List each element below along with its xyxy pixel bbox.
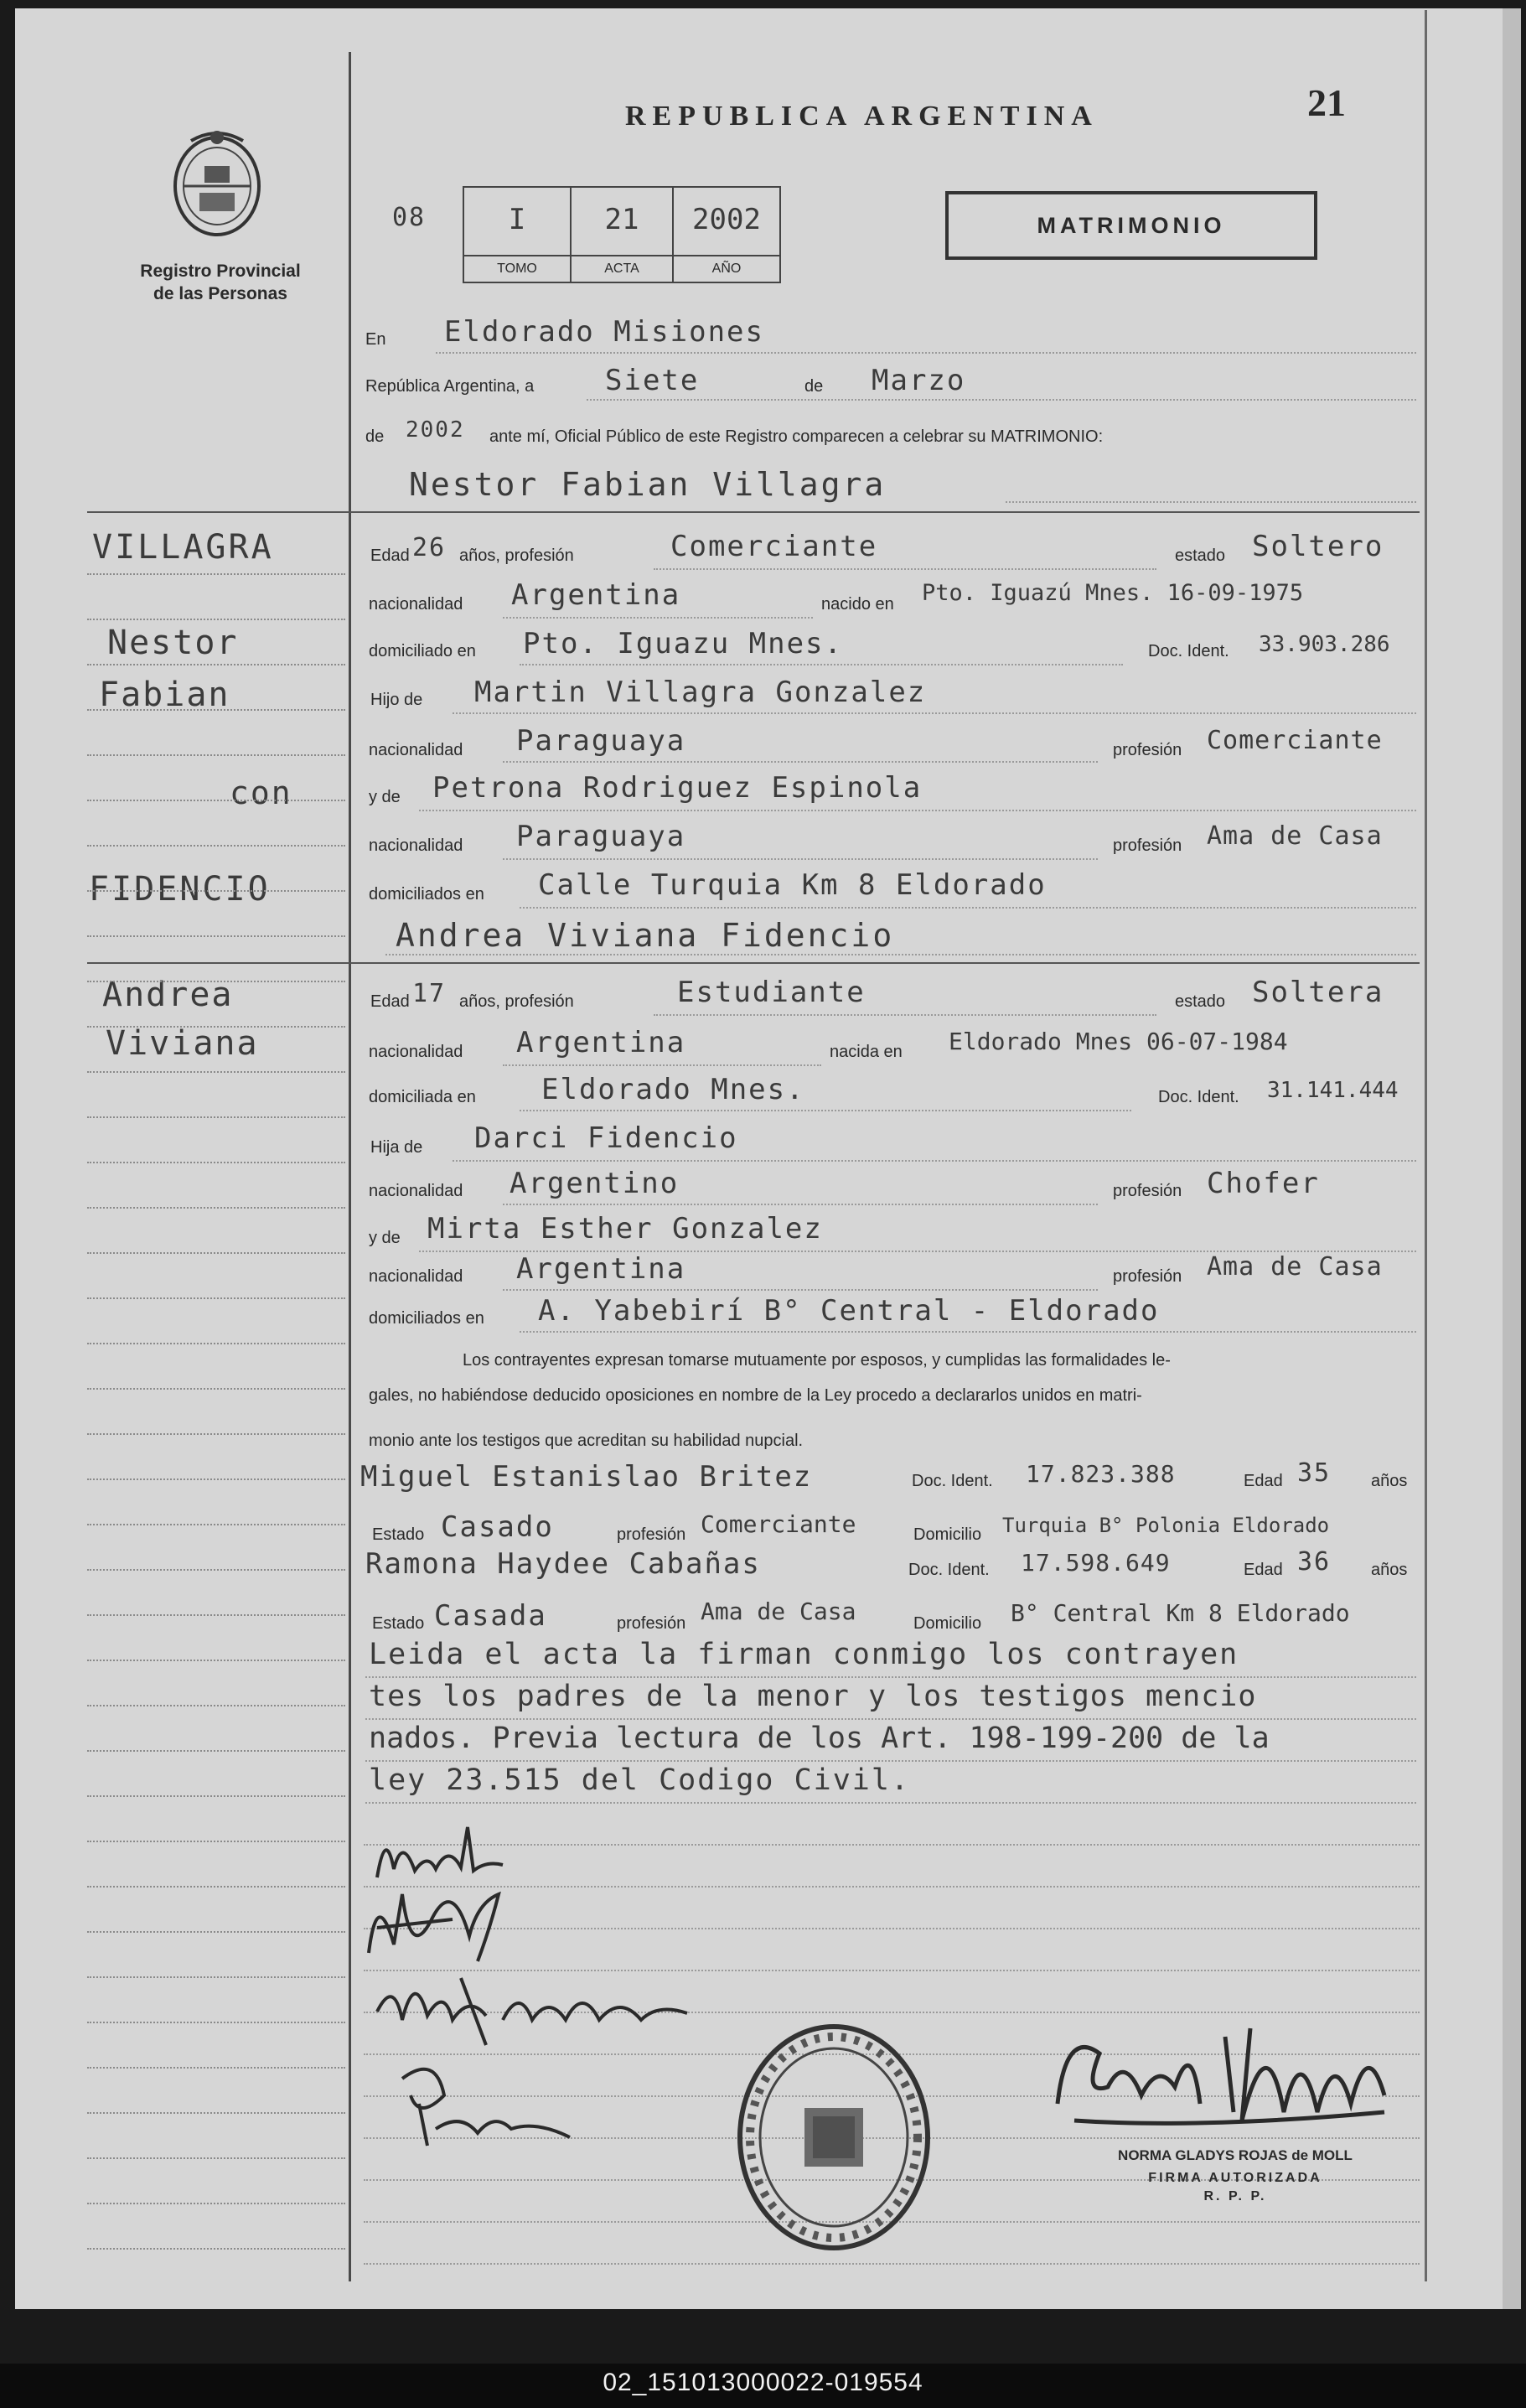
groom-mother-label: y de xyxy=(369,788,401,806)
margin-rule xyxy=(87,1116,345,1118)
rule xyxy=(503,761,1098,763)
bride-full-name: Andrea Viviana Fidencio xyxy=(396,917,895,954)
groom-father-label: Hijo de xyxy=(370,691,423,709)
tomo-cell xyxy=(464,188,572,282)
groom-estado-label: estado xyxy=(1175,546,1226,565)
witness2-estado-label: Estado xyxy=(372,1614,425,1633)
rule xyxy=(365,1718,1416,1720)
margin-rule xyxy=(87,890,345,892)
margin-rule xyxy=(87,981,345,982)
rule xyxy=(520,1331,1416,1333)
groom-parents-dom-label: domiciliados en xyxy=(369,885,484,904)
bride-parents-dom-label: domiciliados en xyxy=(369,1309,484,1328)
groom-parents-dom: Calle Turquia Km 8 Eldorado xyxy=(538,868,1047,902)
rule xyxy=(503,858,1098,860)
ante-text: ante mí, Oficial Público de este Registro comparecen a celebrar su MATRIMONIO: xyxy=(489,427,1104,446)
republica-label: República Argentina, a xyxy=(365,377,535,396)
officer-org: R. P. P. xyxy=(1203,2189,1267,2203)
witness1-edad-label: Edad xyxy=(1244,1472,1283,1490)
bride-age: 17 xyxy=(412,979,447,1008)
groom-profession: Comerciante xyxy=(670,530,878,563)
margin-rule xyxy=(87,709,345,711)
bride-mother: Mirta Esther Gonzalez xyxy=(427,1212,823,1245)
margin-rule xyxy=(87,573,345,575)
witness1-doc: 17.823.388 xyxy=(1026,1460,1176,1488)
groom-father-prof-label: profesión xyxy=(1113,741,1182,759)
groom-father: Martin Villagra Gonzalez xyxy=(474,676,927,709)
ano-cell xyxy=(674,188,779,282)
margin-rule xyxy=(87,2067,345,2069)
groom-doc-label: Doc. Ident. xyxy=(1148,642,1229,660)
acta-value: 21 xyxy=(604,203,639,236)
rule xyxy=(654,1014,1156,1016)
declaration-line3: monio ante los testigos que acreditan su habilidad nupcial. xyxy=(369,1432,804,1450)
rule xyxy=(365,1676,1416,1678)
groom-mother-prof: Ama de Casa xyxy=(1207,821,1383,851)
rule xyxy=(503,1289,1098,1291)
witness2-name: Ramona Haydee Cabañas xyxy=(365,1547,761,1581)
de-label: de xyxy=(804,377,824,396)
tomo-value: I xyxy=(508,203,526,236)
right-border xyxy=(1425,10,1427,2281)
closing-line1: Leida el acta la firman conmigo los contrayen xyxy=(369,1638,1239,1671)
signature-bride xyxy=(352,1869,553,1970)
groom-father-prof: Comerciante xyxy=(1207,726,1383,755)
margin-groom-name1: Nestor xyxy=(107,624,239,662)
witness1-doc-label: Doc. Ident. xyxy=(912,1472,993,1490)
coat-of-arms-icon xyxy=(166,126,268,243)
bride-edad-label: Edad xyxy=(370,992,410,1011)
margin-rule xyxy=(87,1569,345,1571)
groom-mother-nat-label: nacionalidad xyxy=(369,836,463,855)
groom-mother-prof-label: profesión xyxy=(1113,836,1182,855)
margin-rule xyxy=(87,845,345,847)
margin-rule xyxy=(87,2022,345,2023)
bride-anos-label: años, profesión xyxy=(459,992,574,1011)
ledger-rule xyxy=(364,2263,1420,2265)
witness2-dom-label: Domicilio xyxy=(913,1614,982,1633)
witness1-domicile: Turquia B° Polonia Eldorado xyxy=(1002,1514,1330,1537)
acta-cell xyxy=(572,188,674,282)
groom-nacido-label: nacido en xyxy=(821,595,894,614)
witness2-profession: Ama de Casa xyxy=(701,1598,856,1625)
declaration-line2: gales, no habiéndose deducido oposiciones en nombre de la Ley procedo a declararlos unidos en matri- xyxy=(369,1386,1142,1405)
margin-rule xyxy=(87,1614,345,1616)
bride-father-nat-label: nacionalidad xyxy=(369,1182,463,1200)
bride-father-nat: Argentino xyxy=(510,1167,680,1200)
bride-doc: 31.141.444 xyxy=(1267,1078,1399,1103)
groom-doc: 33.903.286 xyxy=(1259,632,1390,657)
place-value: Eldorado Misiones xyxy=(444,315,764,349)
rule xyxy=(365,1802,1416,1804)
margin-rule xyxy=(87,1026,345,1028)
rule xyxy=(520,664,1123,665)
groom-mother: Petrona Rodriguez Espinola xyxy=(432,771,923,805)
registry-line2: de las Personas xyxy=(153,284,287,303)
margin-rule xyxy=(87,1750,345,1752)
ano-value: 2002 xyxy=(692,203,761,236)
margin-rule xyxy=(87,2248,345,2250)
witness1-status: Casado xyxy=(441,1510,554,1544)
margin-rule xyxy=(87,1388,345,1390)
margin-rule xyxy=(87,2157,345,2159)
margin-groom-surname: VILLAGRA xyxy=(92,528,274,567)
section-divider xyxy=(87,962,1420,964)
witness2-doc-label: Doc. Ident. xyxy=(908,1561,990,1579)
closing-line3: nados. Previa lectura de los Art. 198-199-200 de la xyxy=(369,1722,1270,1755)
country-title: REPUBLICA ARGENTINA xyxy=(625,101,1099,132)
margin-rule xyxy=(87,1162,345,1163)
groom-father-nat-label: nacionalidad xyxy=(369,741,463,759)
margin-rule xyxy=(87,1705,345,1706)
bride-domicile: Eldorado Mnes. xyxy=(541,1073,805,1106)
bride-mother-label: y de xyxy=(369,1229,401,1247)
margin-bride-name2: Viviana xyxy=(106,1024,259,1063)
official-stamp-icon xyxy=(729,2016,939,2259)
margin-rule xyxy=(87,619,345,620)
bride-nationality: Argentina xyxy=(516,1026,686,1059)
margin-rule xyxy=(87,664,345,665)
year-value: 2002 xyxy=(406,417,465,443)
rule xyxy=(1006,501,1416,503)
margin-rule xyxy=(87,1524,345,1525)
margin-bride-surname: FIDENCIO xyxy=(89,870,271,909)
bride-doc-label: Doc. Ident. xyxy=(1158,1088,1239,1106)
margin-rule xyxy=(87,2203,345,2204)
rule xyxy=(453,712,1416,714)
margin-rule xyxy=(87,754,345,756)
margin-rule xyxy=(87,1343,345,1344)
ano-label: AÑO xyxy=(674,255,779,282)
bride-father: Darci Fidencio xyxy=(474,1121,738,1155)
reference-mark: 08 xyxy=(392,203,427,232)
bride-mother-prof-label: profesión xyxy=(1113,1267,1182,1286)
page-number: 21 xyxy=(1307,81,1346,124)
margin-rule xyxy=(87,1478,345,1480)
bride-status: Soltera xyxy=(1252,976,1384,1009)
witness2-age: 36 xyxy=(1297,1547,1332,1577)
registry-line1: Registro Provincial xyxy=(140,262,301,281)
margin-groom-name2: Fabian xyxy=(99,676,230,714)
tomo-label: TOMO xyxy=(464,255,570,282)
groom-age: 26 xyxy=(412,533,447,562)
margin-rule xyxy=(87,1207,345,1209)
declaration-line1: Los contrayentes expresan tomarse mutuamente por esposos, y cumplidas las formalidades le- xyxy=(463,1351,1171,1370)
en-label: En xyxy=(365,330,386,349)
column-divider xyxy=(349,52,351,2281)
rule xyxy=(520,907,1416,909)
witness1-name: Miguel Estanislao Britez xyxy=(360,1460,813,1494)
rule xyxy=(385,954,1416,955)
bride-born: Eldorado Mnes 06-07-1984 xyxy=(949,1028,1288,1055)
witness2-anos-label: años xyxy=(1371,1561,1408,1579)
bride-parents-dom: A. Yabebirí B° Central - Eldorado xyxy=(538,1294,1160,1328)
margin-rule xyxy=(87,1071,345,1073)
margin-rule xyxy=(87,1931,345,1933)
margin-rule xyxy=(87,1297,345,1299)
groom-nac-label: nacionalidad xyxy=(369,595,463,614)
day-value: Siete xyxy=(605,364,700,397)
bride-father-prof-label: profesión xyxy=(1113,1182,1182,1200)
groom-full-name: Nestor Fabian Villagra xyxy=(409,466,887,503)
rule xyxy=(503,1064,821,1066)
officer-name: NORMA GLADYS ROJAS de MOLL xyxy=(1118,2147,1353,2163)
margin-rule xyxy=(87,2112,345,2114)
margin-connector: con xyxy=(230,774,292,811)
groom-nationality: Argentina xyxy=(511,578,681,612)
bride-father-label: Hija de xyxy=(370,1138,423,1157)
groom-born: Pto. Iguazú Mnes. 16-09-1975 xyxy=(922,580,1304,606)
margin-rule xyxy=(87,1433,345,1435)
signature-mother xyxy=(369,1961,721,2053)
page-edge xyxy=(1503,8,1521,2309)
witness1-estado-label: Estado xyxy=(372,1525,425,1544)
groom-status: Soltero xyxy=(1252,530,1384,563)
margin-rule xyxy=(87,1976,345,1978)
margin-rule xyxy=(87,1252,345,1254)
section-divider xyxy=(87,511,1420,513)
rule xyxy=(453,1160,1416,1162)
rule xyxy=(436,352,1416,354)
witness1-dom-label: Domicilio xyxy=(913,1525,982,1544)
witness2-status: Casada xyxy=(434,1599,547,1633)
witness1-prof-label: profesión xyxy=(617,1525,686,1544)
witness2-prof-label: profesión xyxy=(617,1614,686,1633)
margin-rule xyxy=(87,1795,345,1797)
ledger-rule xyxy=(364,1844,1420,1846)
month-value: Marzo xyxy=(872,364,966,397)
signature-witness xyxy=(385,2045,603,2154)
officer-title: FIRMA AUTORIZADA xyxy=(1148,2171,1322,2185)
witness1-age: 35 xyxy=(1297,1458,1332,1488)
bride-father-prof: Chofer xyxy=(1207,1167,1320,1200)
closing-line2: tes los padres de la menor y los testigos mencio xyxy=(369,1680,1257,1713)
rule xyxy=(365,1760,1416,1762)
groom-father-nat: Paraguaya xyxy=(516,724,686,758)
rule xyxy=(503,1204,1098,1205)
record-type-box: MATRIMONIO xyxy=(945,191,1317,260)
bride-nacida-label: nacida en xyxy=(830,1043,903,1061)
witness2-domicile: B° Central Km 8 Eldorado xyxy=(1011,1599,1350,1627)
rule xyxy=(520,1110,1131,1111)
rule xyxy=(654,568,1156,570)
acta-label: ACTA xyxy=(572,255,672,282)
document-id: 02_151013000022-019554 xyxy=(603,2369,923,2396)
margin-rule xyxy=(87,935,345,937)
closing-line4: ley 23.515 del Codigo Civil. xyxy=(369,1763,911,1797)
rule xyxy=(419,810,1416,811)
bride-profession: Estudiante xyxy=(677,976,866,1009)
groom-anos-label: años, profesión xyxy=(459,546,574,565)
bride-mother-prof: Ama de Casa xyxy=(1207,1252,1383,1282)
margin-rule xyxy=(87,1841,345,1842)
bride-dom-label: domiciliada en xyxy=(369,1088,476,1106)
groom-edad-label: Edad xyxy=(370,546,410,565)
margin-rule xyxy=(87,1886,345,1888)
registry-label xyxy=(116,260,325,305)
groom-mother-nat: Paraguaya xyxy=(516,820,686,853)
de2-label: de xyxy=(365,427,385,446)
signature-officer xyxy=(1032,2003,1418,2146)
bride-mother-nat-label: nacionalidad xyxy=(369,1267,463,1286)
witness1-profession: Comerciante xyxy=(701,1510,856,1538)
witness2-doc: 17.598.649 xyxy=(1021,1549,1171,1577)
bride-mother-nat: Argentina xyxy=(516,1252,686,1286)
rule xyxy=(587,399,1416,401)
witness1-anos-label: años xyxy=(1371,1472,1408,1490)
margin-bride-name1: Andrea xyxy=(102,976,234,1014)
bride-nac-label: nacionalidad xyxy=(369,1043,463,1061)
margin-rule xyxy=(87,1660,345,1661)
margin-rule xyxy=(87,800,345,801)
groom-dom-label: domiciliado en xyxy=(369,642,476,660)
groom-domicile: Pto. Iguazu Mnes. xyxy=(523,627,843,660)
bride-estado-label: estado xyxy=(1175,992,1226,1011)
witness2-edad-label: Edad xyxy=(1244,1561,1283,1579)
rule xyxy=(503,617,813,619)
record-reference-box xyxy=(463,186,781,283)
